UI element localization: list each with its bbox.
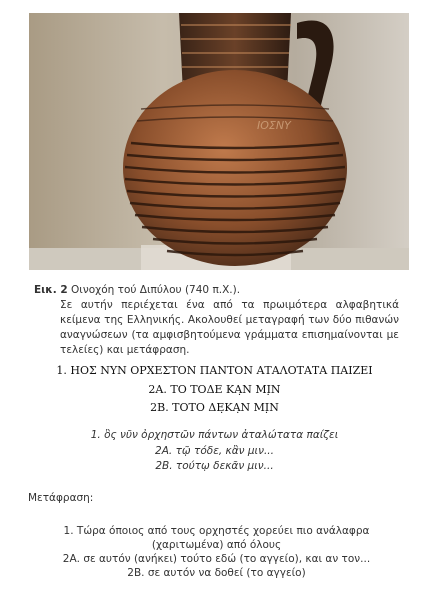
transcription-line-2a: 2Α. τῷ τόδε, κἂν μιν... (155, 444, 274, 457)
figure-title: Οινοχόη τού Διπύλου (740 π.Χ.). (71, 284, 241, 296)
inscription-line-1: 1. ΗΟΣ ΝΥΝ ΟΡΧΕΣΤΟΝ ΠΑΝΤΟΝ ΑΤΑΛΟΤΑΤΑ ΠΑΙΖΕΙ (56, 364, 373, 377)
transcription-block (0, 428, 429, 475)
oinochoe-photo (29, 13, 409, 270)
figure-caption (34, 283, 399, 358)
translation-line-1: 1. Τώρα όποιος από τους ορχηστές χορεύει πιο ανάλαφρα (χαριτωμένα) από όλους (63, 525, 370, 551)
inscription-block (0, 362, 429, 418)
translation-label: Μετάφραση: (28, 492, 94, 504)
translation-line-2b: 2Β. σε αυτόν να δοθεί (το αγγείο) (127, 567, 306, 579)
vase-illustration (29, 13, 409, 270)
transcription-line-1: 1. ὃς νῦν ὀρχηστῶν πάντων ἀταλώτατα παίζει (90, 429, 339, 441)
translation-line-2a: 2Α. σε αυτόν (ανήκει) τούτο εδώ (το αγγείο), και αν τον... (62, 553, 371, 565)
inscription-line-2a: 2Α. ΤΟ ΤΟΔΕ ΚΑ̣Ν ΜΙ̣Ν (148, 382, 281, 396)
figure-label: Εικ. 2 (34, 284, 68, 296)
svg-text:ΙΟΣΝΥ: ΙΟΣΝΥ (257, 119, 291, 132)
figure-description: Σε αυτήν περιέχεται ένα από τα πρωιμότερα αλφαβητικά κείμενα της Ελληνικής. Ακολουθεί μεταγραφή των δύο πιθανών αναγνώσεων (τα αμφισβητούμενα γράμματα επισημαίνονται με τελείες) και μετάφραση. (60, 299, 399, 356)
transcription-line-2b: 2Β. τούτῳ δεκᾶν μιν... (155, 460, 274, 472)
inscription-line-2b: 2Β. ΤΟΤΟ ΔΕ̣ΚΑ̣Ν ΜΙ̣Ν (150, 401, 279, 414)
translation-block (34, 524, 399, 580)
